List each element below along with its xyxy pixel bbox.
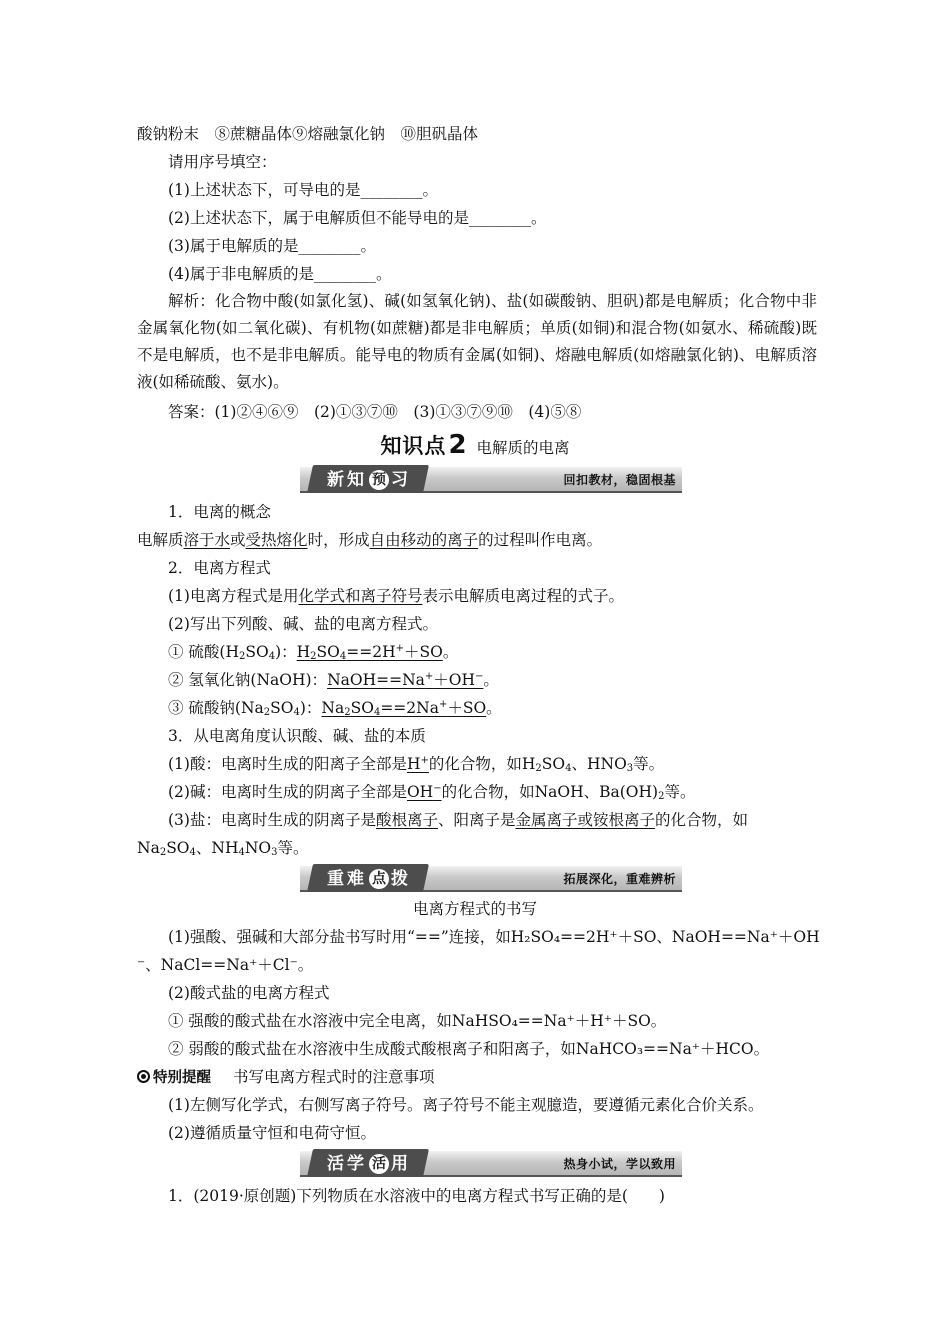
special-reminder: 特别提醒 书写电离方程式时的注意事项: [137, 1067, 817, 1088]
reminder-icon: [137, 1070, 150, 1083]
equation-task: (2)写出下列酸、碱、盐的电离方程式。: [168, 615, 438, 633]
question-options-line: 酸钠粉末 ⑧蔗糖晶体⑨熔融氯化钠 ⑩胆矾晶体: [137, 125, 479, 143]
strong-acid-salt-rule: ① 强酸的酸式盐在水溶液中完全电离，如NaHSO₄==Na⁺＋H⁺＋SO。: [168, 1012, 667, 1030]
acid-salt-heading: (2)酸式盐的电离方程式: [168, 984, 330, 1002]
banner-key-points-title: 重难 点 拨: [327, 869, 411, 889]
question-part-4: (4)属于非电解质的是________。: [168, 265, 392, 283]
key-section-heading: 电离方程式的书写: [412, 900, 537, 918]
banner-key-points-tagline: 拓展深化，重难辨析: [563, 872, 676, 886]
weak-acid-salt-rule: ② 弱酸的酸式盐在水溶液中生成酸式酸根离子和阳离子，如NaHCO₃==Na⁺＋HCO。: [168, 1040, 770, 1058]
banner-preview: [300, 467, 682, 493]
knowledge-point-number: 2: [448, 430, 467, 460]
fill-instruction: 请用序号填空：: [168, 153, 277, 171]
practice-question-1: 1．(2019·原创题)下列物质在水溶液中的电离方程式书写正确的是( ): [168, 1187, 665, 1205]
strong-electrolyte-rule: (1)强酸、强碱和大部分盐书写时用“==”连接，如H₂SO₄==2H⁺＋SO、NaOH==Na⁺＋OH: [168, 928, 820, 946]
reminder-point-1: (1)左侧写化学式，右侧写离子符号。离子符号不能主观臆造，要遵循元素化合价关系。: [168, 1096, 764, 1114]
equation-sulfuric-acid: ① 硫酸$(H_2SO_4)$：$H_2SO_4==2H^++SO$。: [168, 643, 459, 662]
banner-practice: [300, 1151, 682, 1177]
banner-practice-title: 活学 活 用: [327, 1154, 411, 1174]
reminder-point-2: (2)遵循质量守恒和电荷守恒。: [168, 1124, 376, 1142]
knowledge-point-word: 知识点: [380, 434, 447, 458]
question-part-2: (2)上述状态下，属于电解质但不能导电的是________。: [168, 209, 547, 227]
banner-key-points: [300, 866, 682, 892]
salt-definition: (3)盐：电离时生成的阴离子是酸根离子、阳离子是金属离子或铵根离子的化合物，如: [168, 811, 749, 829]
base-definition: (2)碱：电离时生成的阴离子全部是OH−的化合物，如NaOH、$Ba(OH)_2$等。: [168, 783, 696, 802]
equation-sodium-hydroxide: ② 氢氧化钠(NaOH)：NaOH==Na+＋OH−。: [168, 671, 499, 689]
knowledge-point-heading: [0, 430, 950, 460]
equation-definition: (1)电离方程式是用化学式和离子符号表示电解质电离过程的式子。: [168, 587, 624, 605]
equation-sodium-sulfate: ③ 硫酸钠$(Na_2SO_4)$：$Na_2SO_4==2Na^++SO$。: [168, 699, 502, 718]
section-2-title: 2．电离方程式: [168, 559, 271, 577]
banner-preview-title: 新知 预 习: [327, 470, 411, 490]
question-part-1: (1)上述状态下，可导电的是________。: [168, 181, 438, 199]
banner-preview-tagline: 回扣教材，稳固根基: [563, 473, 676, 487]
strong-electrolyte-rule-cont: ⁻、NaCl==Na⁺＋Cl⁻。: [137, 956, 314, 974]
section-3-title: 3．从电离角度认识酸、碱、盐的本质: [168, 727, 426, 745]
salt-examples: $Na_2SO_4$、$NH_4NO_3$等。: [137, 839, 309, 858]
analysis-paragraph: 解析：化合物中酸(如氯化氢)、碱(如氢氧化钠)、盐(如碳酸钠、胆矾)都是电解质；化合物中非金属氧化物(如二氧化碳)、有机物(如蔗糖)都是非电解质；单质(如铜)和混合物(如氨水、稀硫酸)既不是电解质，也不是非电解质。能导电的物质有金属(如铜)、熔融电解质(如熔融氯化钠)、电解质溶液(如稀硫酸、氨水)。: [137, 292, 817, 391]
ionization-definition: 电解质溶于水或受热熔化时，形成自由移动的离子的过程叫作电离。: [137, 531, 603, 549]
knowledge-point-title: 电解质的电离: [476, 439, 570, 457]
acid-definition: (1)酸：电离时生成的阳离子全部是H+的化合物，如$H_2SO_4$、$HNO_3$等。: [168, 755, 665, 774]
section-1-title: 1．电离的概念: [168, 503, 271, 521]
banner-practice-tagline: 热身小试，学以致用: [563, 1157, 676, 1171]
answer-line: 答案：(1)②④⑥⑨ (2)①③⑦⑩ (3)①③⑦⑨⑩ (4)⑤⑧: [168, 403, 582, 421]
question-part-3: (3)属于电解质的是________。: [168, 237, 376, 255]
